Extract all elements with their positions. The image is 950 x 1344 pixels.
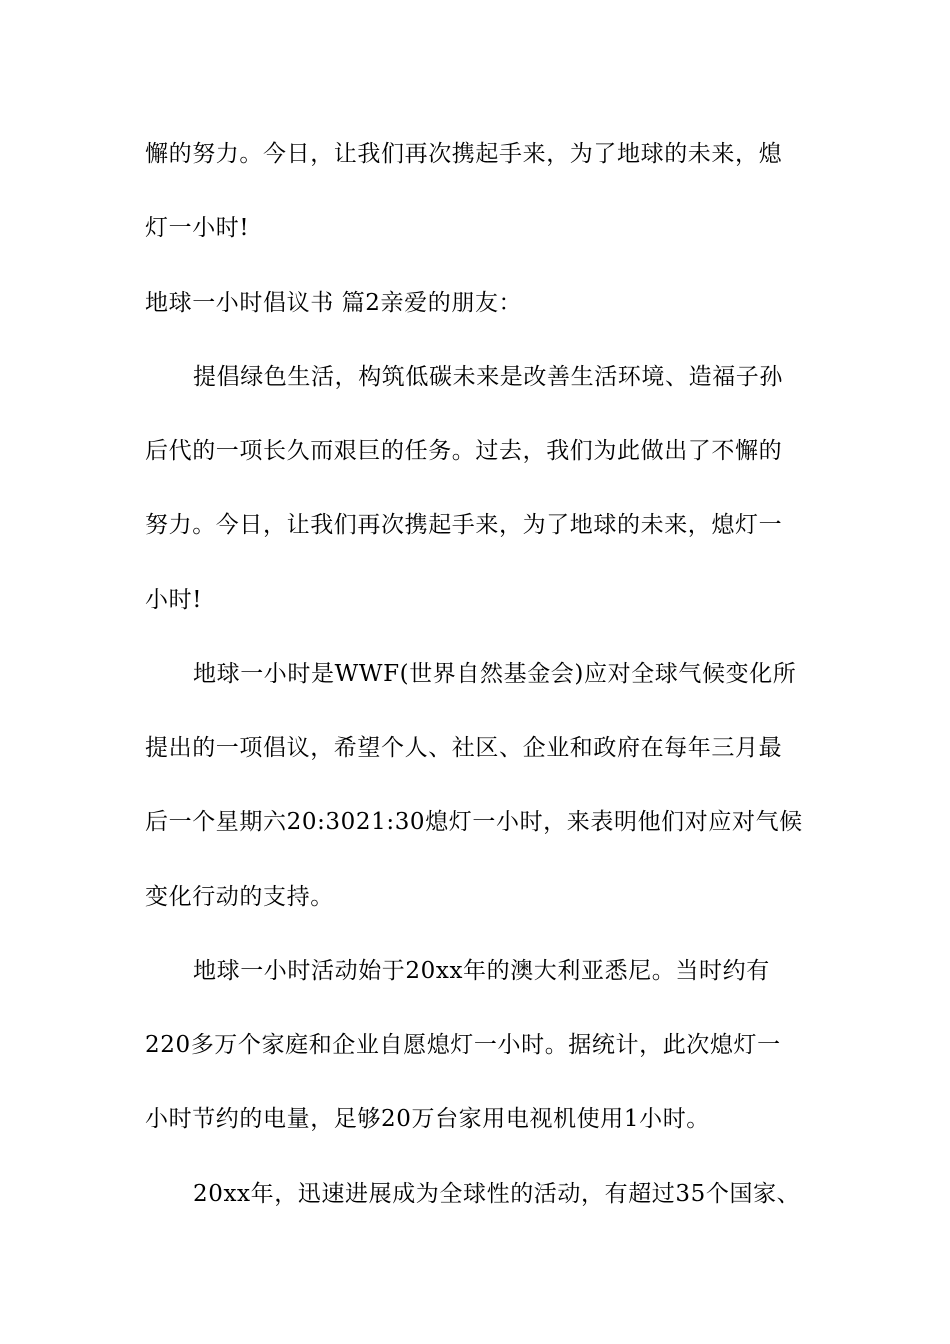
paragraph-start: 20xx年，迅速进展成为全球性的活动，有超过35个国家、 [193,1181,801,1207]
paragraph-start: 提倡绿色生活，构筑低碳未来是改善生活环境、造福子孙 [193,364,783,390]
text-line: 后代的一项长久而艰巨的任务。过去，我们为此做出了不懈的 [145,438,783,464]
paragraph-start: 地球一小时活动始于20xx年的澳大利亚悉尼。当时约有 [193,958,770,984]
text-line: 小时节约的电量，足够20万台家用电视机使用1小时。 [145,1106,710,1132]
paragraph-start: 地球一小时是WWF(世界自然基金会)应对全球气候变化所 [193,661,797,687]
text-line: 220多万个家庭和企业自愿熄灯一小时。据统计，此次熄灯一 [145,1032,781,1058]
text-line: 小时! [145,587,203,613]
text-line: 后一个星期六20:3021:30熄灯一小时，来表明他们对应对气候 [145,809,803,835]
text-line: 灯一小时! [145,215,250,241]
text-line: 努力。今日，让我们再次携起手来，为了地球的未来，熄灯一 [145,512,783,538]
text-line: 变化行动的支持。 [145,884,334,910]
section-heading: 地球一小时倡议书 篇2亲爱的朋友： [145,290,523,316]
text-line: 懈的努力。今日，让我们再次携起手来，为了地球的未来，熄 [145,141,783,167]
text-line: 提出的一项倡议，希望个人、社区、企业和政府在每年三月最 [145,735,783,761]
